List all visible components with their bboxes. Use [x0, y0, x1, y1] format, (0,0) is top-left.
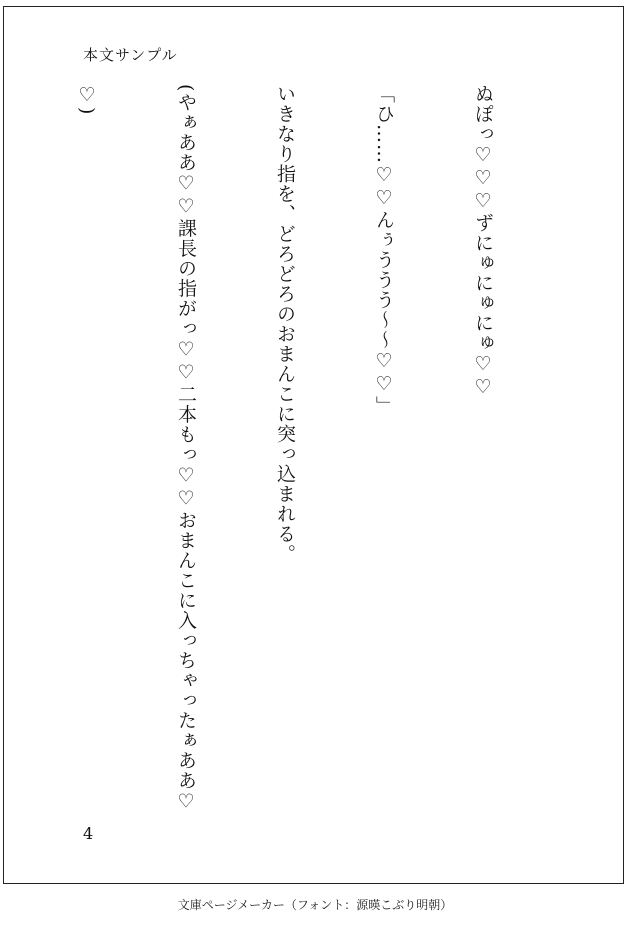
- footer-credit: 文庫ページメーカー（フォント：源暎こぶり明朝）: [177, 898, 453, 912]
- text-line: いきなり指を、どろどろのおまんこに突っ込まれる。: [274, 84, 296, 564]
- text-line: [0, 84, 4, 844]
- vertical-body-text: [0, 84, 565, 844]
- text-line: 「ひ……♡♡んぅううう〜〜♡♡」: [373, 84, 395, 416]
- page-header-title: 本文サンプル: [83, 46, 178, 64]
- text-line: ♡): [76, 84, 98, 116]
- text-line: ぬぽっ♡♡♡ずにゅにゅにゅ♡♡: [472, 84, 494, 399]
- text-line: (やぁああ♡♡課長の指がっ♡♡二本もっ♡♡おまんこに入っちゃったぁああ♡: [175, 84, 197, 814]
- page-number: 4: [83, 824, 94, 843]
